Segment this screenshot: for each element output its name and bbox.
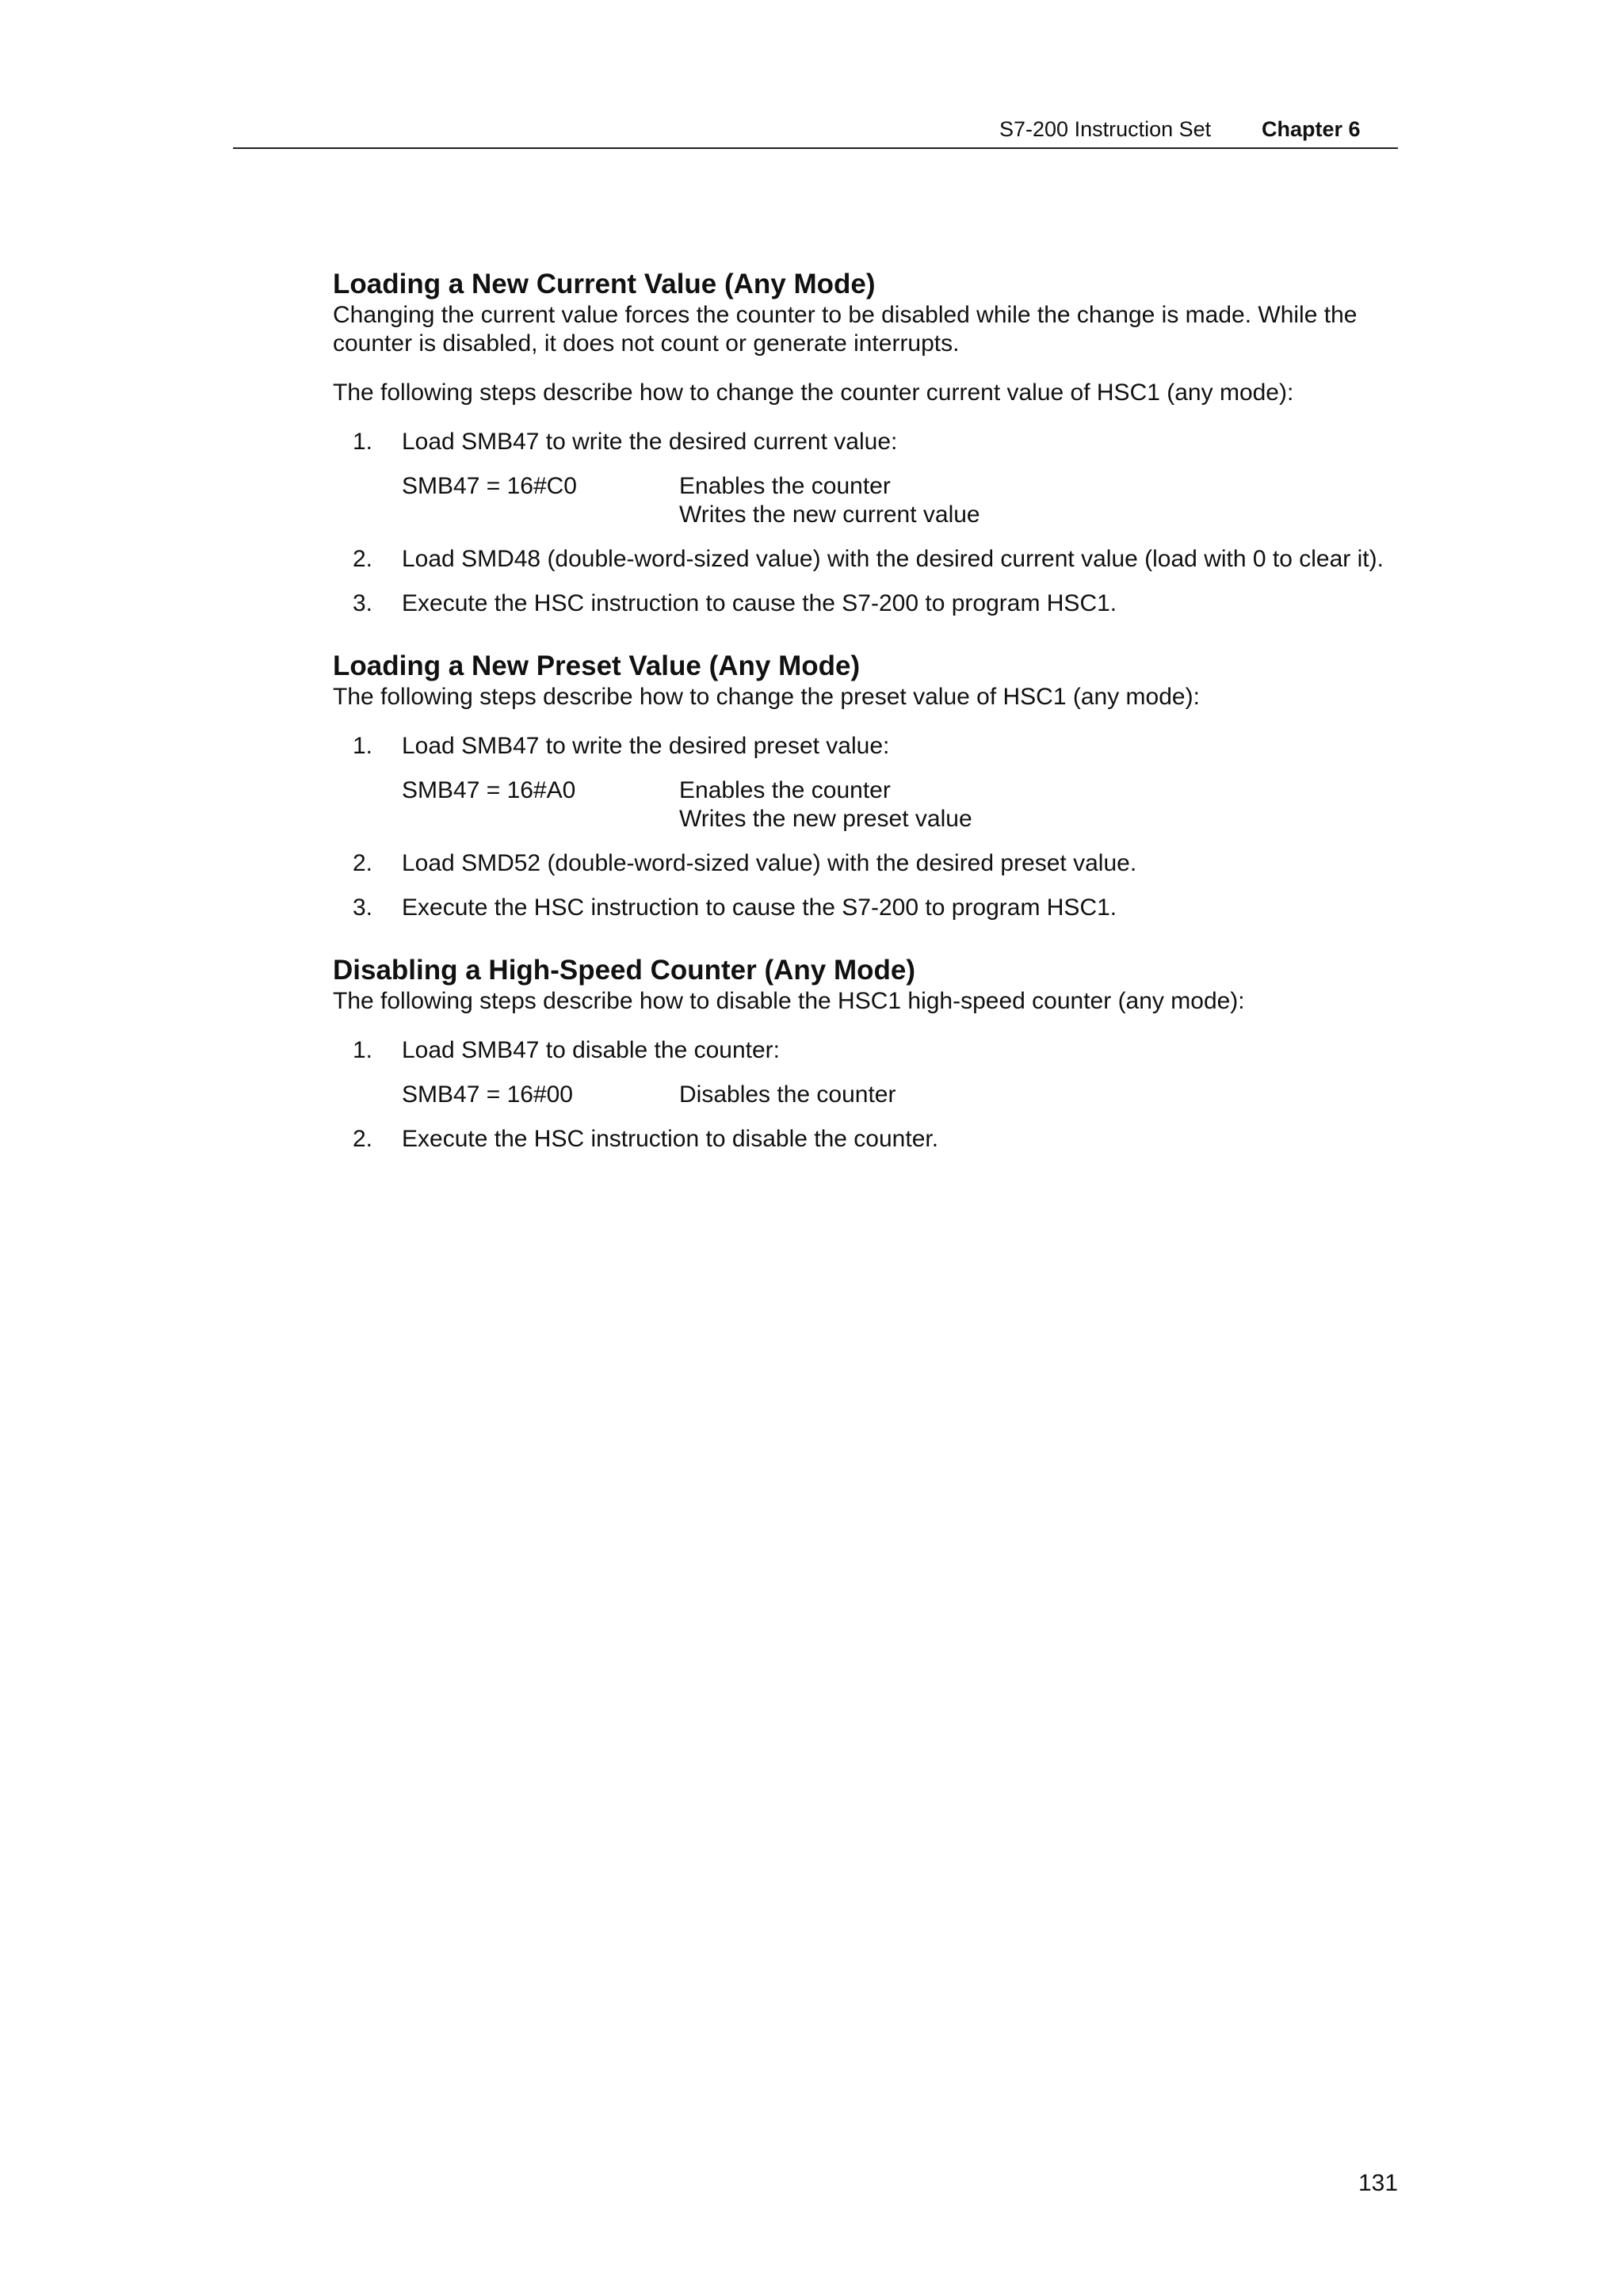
setting-description: Enables the counter — [679, 473, 891, 499]
step-number: 3. — [353, 590, 373, 616]
step-text: Load SMB47 to write the desired preset value: — [402, 733, 890, 759]
section-heading: Loading a New Current Value (Any Mode) — [333, 269, 876, 299]
page-content — [333, 268, 1399, 1154]
list-item — [333, 545, 1399, 574]
page-header — [233, 119, 1398, 149]
step-text: Execute the HSC instruction to cause the S7-200 to program HSC1. — [402, 590, 1117, 616]
step-number: 2. — [353, 546, 373, 572]
step-number: 3. — [353, 894, 373, 921]
list-item — [333, 849, 1399, 878]
page-number: 131 — [1358, 2170, 1399, 2196]
step-text: Load SMB47 to disable the counter: — [402, 1037, 780, 1063]
list-item — [333, 1036, 1399, 1109]
list-item — [333, 1125, 1399, 1154]
step-text: Load SMD52 (double-word-sized value) with the desired preset value. — [402, 850, 1137, 876]
section-heading: Disabling a High-Speed Counter (Any Mode) — [333, 955, 916, 986]
register-value: SMB47 = 16#A0 — [402, 777, 576, 803]
step-text: Execute the HSC instruction to cause the S7-200 to program HSC1. — [402, 894, 1117, 921]
step-text: Load SMD48 (double-word-sized value) with the desired current value (load with 0 to clear it). — [402, 546, 1384, 572]
list-item — [333, 894, 1399, 922]
section-intro: Changing the current value forces the counter to be disabled while the change is made. While the counter is disabled, it does not count or generate interrupts. — [333, 302, 1358, 357]
step-text: Load SMB47 to write the desired current value: — [402, 429, 898, 455]
setting-description: Enables the counter — [679, 777, 891, 803]
section-loading-preset-value — [333, 650, 1399, 922]
list-item — [333, 589, 1399, 618]
section-lead: The following steps describe how to disable the HSC1 high-speed counter (any mode): — [333, 988, 1245, 1014]
step-number: 2. — [353, 1126, 373, 1152]
header-title: S7-200 Instruction Set — [999, 117, 1212, 141]
section-lead: The following steps describe how to change the counter current value of HSC1 (any mode): — [333, 379, 1294, 406]
register-value: SMB47 = 16#00 — [402, 1081, 573, 1108]
header-chapter: Chapter 6 — [1262, 117, 1361, 141]
step-text: Execute the HSC instruction to disable the counter. — [402, 1126, 939, 1152]
section-heading: Loading a New Preset Value (Any Mode) — [333, 650, 861, 681]
setting-description: Disables the counter — [679, 1081, 896, 1108]
step-number: 1. — [353, 733, 373, 759]
step-number: 1. — [353, 1037, 373, 1063]
section-loading-current-value — [333, 268, 1399, 618]
setting-description: Writes the new preset value — [679, 806, 972, 832]
step-list — [333, 732, 1399, 922]
setting-description: Writes the new current value — [679, 502, 980, 528]
list-item — [333, 428, 1399, 529]
step-number: 2. — [353, 850, 373, 876]
section-disabling-counter — [333, 954, 1399, 1154]
register-setting — [402, 472, 1399, 529]
step-list — [333, 428, 1399, 618]
list-item — [333, 732, 1399, 833]
register-setting — [402, 1081, 1399, 1109]
step-list — [333, 1036, 1399, 1154]
step-number: 1. — [353, 429, 373, 455]
register-value: SMB47 = 16#C0 — [402, 473, 577, 499]
section-lead: The following steps describe how to change the preset value of HSC1 (any mode): — [333, 684, 1200, 710]
register-setting — [402, 776, 1399, 833]
